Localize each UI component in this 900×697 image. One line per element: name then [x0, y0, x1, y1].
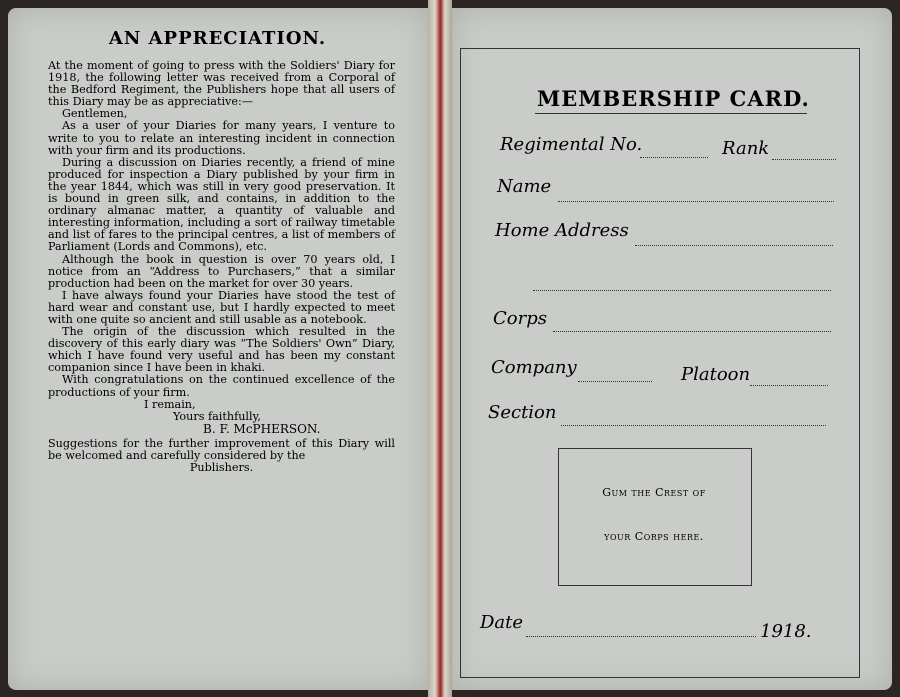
home-address-label: Home Address [495, 220, 629, 241]
letter-paragraph: During a discussion on Diaries recently, a friend of mine produced for inspection a Diary published by your firm in the year 1844, which was still in very good preservation. It is bound in green silk, and contains, in addition to the ordinary almanac matter, a quantity of valuable and interesting information, including a sort of railway timetable and list of fares to the principal centres, a list of members of Parliament (Lords and Commons), etc. [48, 155, 395, 254]
rank-line[interactable] [772, 159, 836, 160]
section-label: Section [488, 402, 557, 423]
membership-card-title: MEMBERSHIP CARD. [537, 86, 810, 111]
rank-label: Rank [722, 138, 770, 159]
regimental-no-line[interactable] [640, 157, 708, 158]
name-line[interactable] [558, 201, 834, 202]
date-year: 1918. [760, 621, 812, 642]
crest-instruction-line-1: Gum the Crest of [602, 486, 706, 499]
date-label: Date [480, 612, 524, 633]
letter-salutation: Gentlemen, [62, 107, 128, 121]
home-address-line-2[interactable] [533, 290, 831, 291]
home-address-line[interactable] [635, 245, 833, 246]
crest-placeholder-box [558, 448, 752, 586]
appreciation-letter [48, 60, 395, 474]
letter-signature: B. F. McPHERSON. [203, 421, 321, 436]
title-underline [535, 113, 807, 114]
date-line[interactable] [526, 636, 756, 637]
company-label: Company [491, 357, 577, 378]
section-line[interactable] [561, 425, 826, 426]
corps-line[interactable] [553, 331, 831, 332]
letter-paragraph: Although the book in question is over 70 years old, I notice from an “Address to Purchasers,” that a similar production had been on the market for over 30 years. [48, 252, 395, 290]
letter-footer-end: Publishers. [189, 461, 254, 475]
name-label: Name [497, 176, 552, 197]
book-spine [428, 0, 452, 697]
appreciation-title: AN APPRECIATION. [108, 28, 327, 49]
platoon-line[interactable] [750, 385, 828, 386]
letter-paragraph: With congratulations on the continued excellence of the productions of your firm. [48, 373, 395, 399]
letter-paragraph: I have always found your Diaries have stood the test of hard wear and constant use, but I hardly expected to meet with one quite so ancient and still usable as a notebook. [48, 288, 395, 326]
letter-footer: Suggestions for the further improvement of this Diary will be welcomed and carefully considered by the [48, 436, 395, 462]
crest-instruction-line-2: your Corps here. [604, 530, 704, 543]
letter-paragraph: The origin of the discussion which resulted in the discovery of this early diary was “The Soldiers' Own” Diary, which I have found very useful and has been my constant companion since I have been in khaki. [48, 325, 395, 375]
letter-closing: I remain, [144, 397, 196, 411]
platoon-label: Platoon [681, 364, 751, 385]
letter-intro: At the moment of going to press with the Soldiers' Diary for 1918, the following letter was received from a Corporal of the Bedford Regiment, the Publishers hope that all users of this Diary may be as appreciative:— [48, 59, 395, 109]
letter-paragraph: As a user of your Diaries for many years, I venture to write to you to relate an interesting incident in connection with your firm and its productions. [48, 119, 395, 157]
regimental-no-label: Regimental No. [500, 134, 643, 155]
corps-label: Corps [493, 308, 547, 329]
letter-closing: Yours faithfully, [173, 409, 261, 423]
company-line[interactable] [578, 381, 652, 382]
